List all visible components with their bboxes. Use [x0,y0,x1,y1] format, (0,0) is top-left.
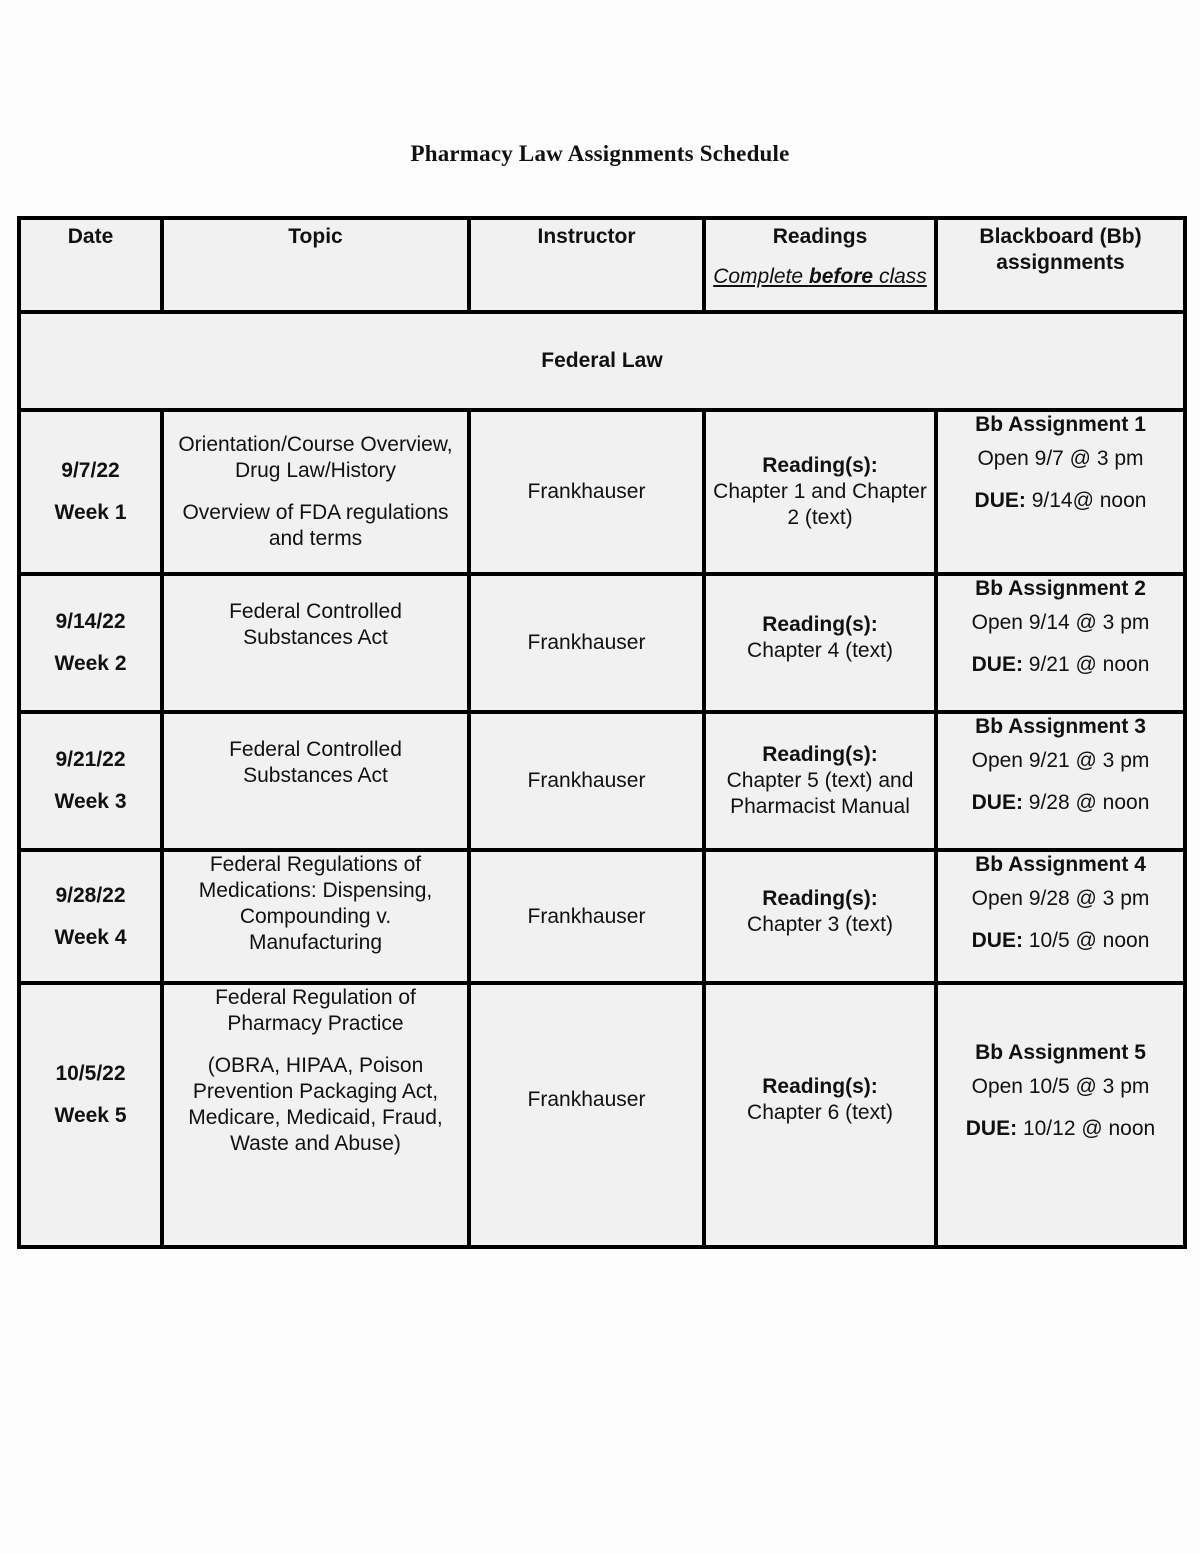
bb-assignment-cell: Bb Assignment 1 Open 9/7 @ 3 pm DUE: 9/14@ noon [936,410,1185,574]
table-row [19,574,1185,712]
bb-assignment-cell: Bb Assignment 3 Open 9/21 @ 3 pm DUE: 9/28 @ noon [936,712,1185,850]
section-row [19,312,1185,410]
bb-assignment-cell: Bb Assignment 5 Open 10/5 @ 3 pm DUE: 10/12 @ noon [936,983,1185,1247]
topic-cell: Orientation/Course Overview, Drug Law/History Overview of FDA regulations and terms [162,410,469,574]
header-readings-label: Readings [772,225,868,248]
section-federal-law: Federal Law [19,312,1185,410]
bb-assignment-cell: Bb Assignment 4 Open 9/28 @ 3 pm DUE: 10/5 @ noon [936,850,1185,983]
date-cell: 9/28/22 Week 4 [19,850,162,983]
reading-cell: Reading(s): Chapter 6 (text) [704,983,936,1247]
date-cell: 9/21/22 Week 3 [19,712,162,850]
reading-cell: Reading(s): Chapter 3 (text) [704,850,936,983]
date-cell: 9/7/22 Week 1 [19,410,162,574]
header-date: Date [19,218,162,312]
table-row [19,712,1185,850]
date-cell: 9/14/22 Week 2 [19,574,162,712]
header-readings [704,218,936,312]
topic-cell: Federal Regulation of Pharmacy Practice (OBRA, HIPAA, Poison Prevention Packaging Act, Medicare, Medicaid, Fraud, Waste and Abuse) [162,983,469,1247]
topic-cell: Federal Regulations of Medications: Dispensing, Compounding v. Manufacturing [162,850,469,983]
readings-note: Complete before class [713,265,927,288]
instructor-cell: Frankhauser [469,410,704,574]
date-cell: 10/5/22 Week 5 [19,983,162,1247]
topic-cell: Federal Controlled Substances Act [162,712,469,850]
instructor-cell: Frankhauser [469,983,704,1247]
topic-cell: Federal Controlled Substances Act [162,574,469,712]
reading-cell: Reading(s): Chapter 1 and Chapter 2 (text) [704,410,936,574]
instructor-cell: Frankhauser [469,850,704,983]
bb-assignment-cell: Bb Assignment 2 Open 9/14 @ 3 pm DUE: 9/21 @ noon [936,574,1185,712]
reading-cell: Reading(s): Chapter 5 (text) and Pharmacist Manual [704,712,936,850]
table-row [19,983,1185,1247]
header-row [19,218,1185,312]
instructor-cell: Frankhauser [469,712,704,850]
table-row [19,410,1185,574]
header-topic: Topic [162,218,469,312]
reading-cell: Reading(s): Chapter 4 (text) [704,574,936,712]
header-blackboard: Blackboard (Bb) assignments [936,218,1185,312]
page-title: Pharmacy Law Assignments Schedule [410,141,790,166]
schedule-table [17,216,1187,1249]
instructor-cell: Frankhauser [469,574,704,712]
table-row [19,850,1185,983]
header-instructor: Instructor [469,218,704,312]
